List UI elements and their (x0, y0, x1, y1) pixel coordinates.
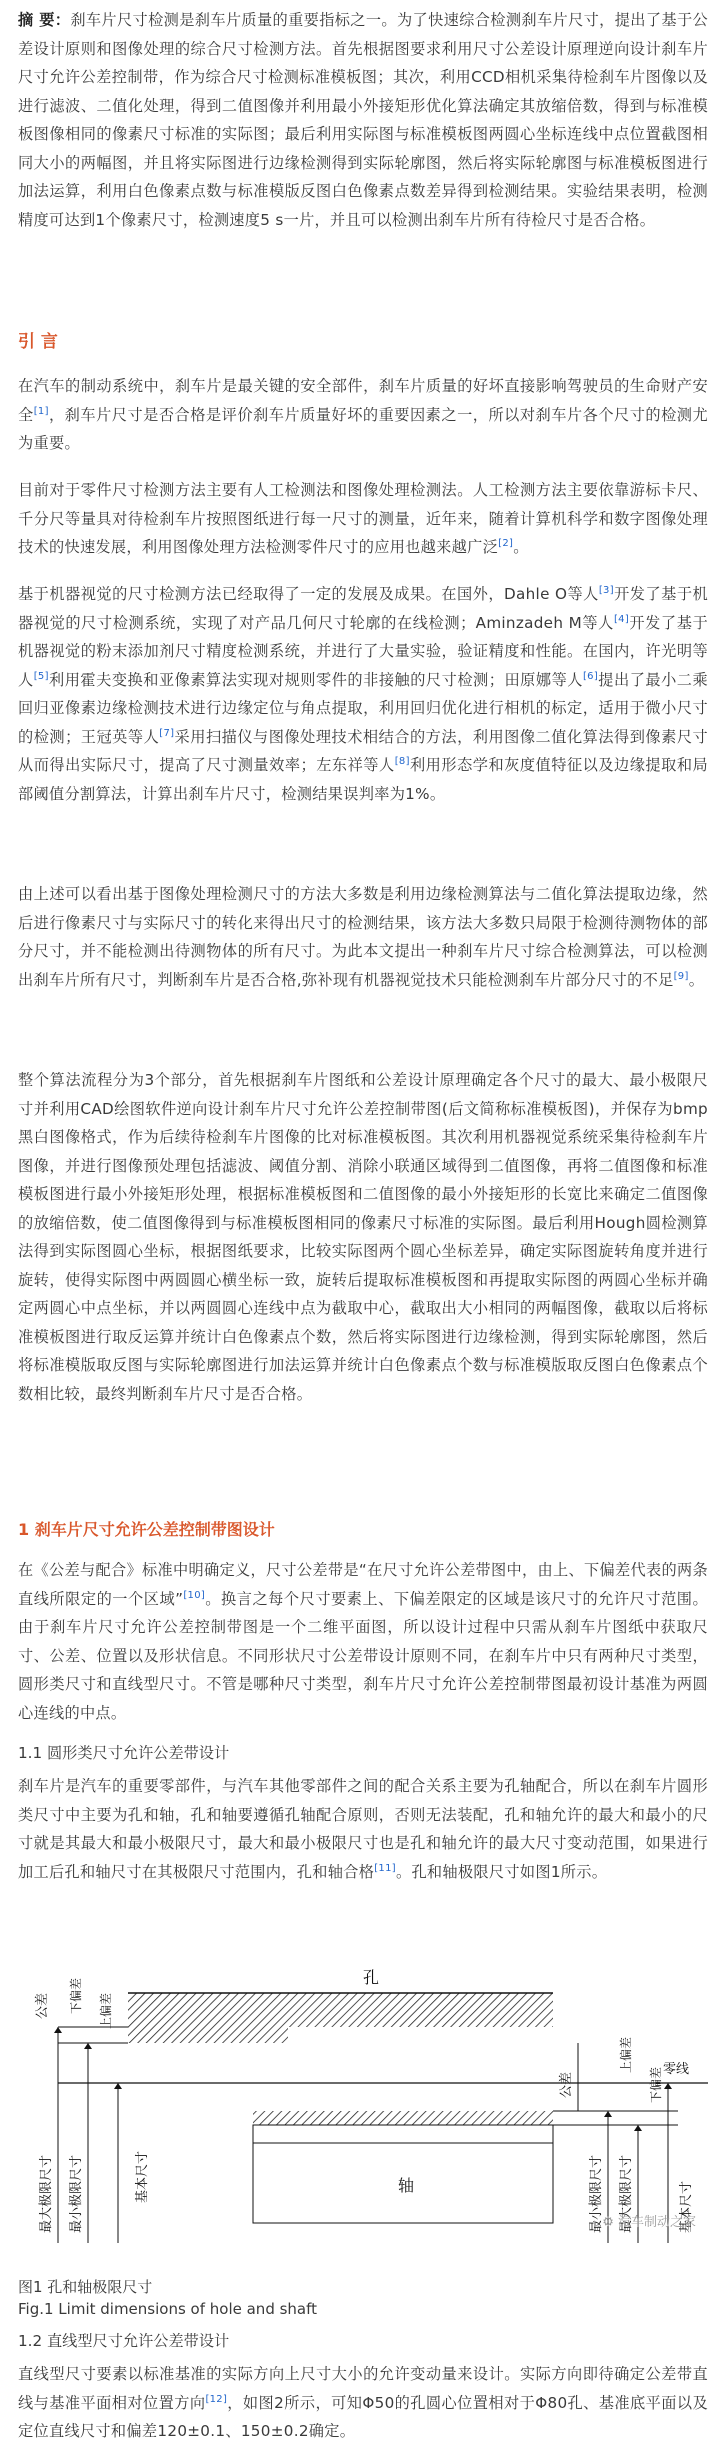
watermark: ⚙ 汽车制动之家 (602, 2215, 696, 2230)
citation-link[interactable]: [9] (673, 970, 689, 982)
citation-link[interactable]: [7] (159, 727, 175, 739)
hole-body-right (368, 1993, 553, 2027)
left-min-limit-label: 最小极限尺寸 (69, 2154, 84, 2233)
citation-link[interactable]: [3] (598, 584, 614, 596)
left-max-limit-label: 最大极限尺寸 (39, 2154, 54, 2233)
section-1-paragraph-3: 直线型尺寸要素以标准基准的实际方向上尺寸大小的允许变动量来设计。实际方向即待确定公差带直线与基准平面相对位置方向[12]，如图2所示，可知Φ50的孔圆心位置相对于Φ80孔、基准底平面以及定位直线尺寸和偏差120±0.1、150±0.2确定。 (18, 2365, 708, 2440)
right-max-limit-label: 最大极限尺寸 (619, 2154, 634, 2233)
left-lower-deviation-label: 下偏差 (69, 1978, 83, 2015)
citation-link[interactable]: [5] (33, 670, 49, 682)
right-basic-size-label: 基本尺寸 (679, 2180, 694, 2233)
intro-paragraph-2: 目前对于零件尺寸检测方法主要有人工检测法和图像处理检测法。人工检测方法主要依靠游标卡尺、千分尺等量具对待检刹车片按照图纸进行每一尺寸的测量，近年来，随着计算机科学和数字图像处理技术的快速发展，利用图像处理方法检测零件尺寸的应用也越来越广泛[2]。 (18, 481, 708, 556)
hole-body (128, 1993, 368, 2027)
citation-link[interactable]: [2] (498, 537, 514, 549)
right-upper-deviation-label: 上偏差 (619, 2036, 633, 2073)
right-tolerance-label: 公差 (559, 2071, 574, 2098)
citation-link[interactable]: [11] (374, 1862, 396, 1874)
abstract-label: 摘 要： (18, 11, 71, 29)
section-1-heading: 1 刹车片尺寸允许公差控制带图设计 (18, 1520, 275, 1539)
right-min-limit-label: 最小极限尺寸 (589, 2154, 604, 2233)
label-hole: 孔 (363, 1968, 380, 1987)
citation-link[interactable]: [12] (205, 2393, 228, 2405)
figure-caption-en: Fig.1 Limit dimensions of hole and shaft (18, 2300, 318, 2318)
intro-paragraph-3: 基于机器视觉的尺寸检测方法已经取得了一定的发展及成果。在国外，Dahle O等人[3]开发了基于机器视觉的尺寸检测系统，实现了对产品几何尺寸轮廓的在线检测；Aminzadeh M等人[4]开发了基于机器视觉的粉末添加剂尺寸精度检测系统，并进行了大量实验，验证精度和性能。在国内，许光明等人[5]利用霍夫变换和亚像素算法实现对规则零件的非接触的尺寸检测；田原娜等人[6]提出了最小二乘回归亚像素边缘检测技术进行边缘定位与角点提取，利用回归优化进行相机的标定，适用于微小尺寸的检测；王冠英等人[7]采用扫描仪与图像处理技术相结合的方法，利用图像二值化算法得到像素尺寸从而得出实际尺寸，提高了尺寸测量效率；左东祥等人[8]利用形态学和灰度值特征以及边缘提取和局部阈值分割算法，计算出刹车片尺寸，检测结果误判率为1%。 (18, 584, 709, 803)
intro-paragraph-1: 在汽车的制动系统中，刹车片是最关键的安全部件，刹车片质量的好坏直接影响驾驶员的生命财产安全[1]，刹车片尺寸是否合格是评价刹车片质量好坏的重要因素之一，所以对刹车片各个尺寸的检测尤为重要。 (18, 377, 708, 452)
citation-link[interactable]: [10] (183, 1589, 206, 1601)
intro-heading: 引 言 (18, 332, 58, 352)
subsection-1-2-heading: 1.2 直线型尺寸允许公差带设计 (18, 2332, 230, 2350)
left-tolerance-label: 公差 (35, 1993, 50, 2020)
citation-link[interactable]: [6] (582, 670, 599, 682)
watermark-logo-icon: ⚙ (602, 2215, 618, 2230)
left-upper-deviation-label: 上偏差 (99, 1993, 113, 2030)
abstract (18, 6, 708, 234)
citation-link[interactable]: [1] (33, 405, 49, 417)
left-basic-size-label: 基本尺寸 (135, 2150, 150, 2203)
abstract-text: 刹车片尺寸检测是刹车片质量的重要指标之一。为了快速综合检测刹车片尺寸，提出了基于公差设计原则和图像处理的综合尺寸检测方法。首先根据图要求利用尺寸公差设计原理逆向设计刹车片尺寸允许公差控制带，作为综合尺寸检测标准模板图；其次，利用CCD相机采集待检刹车片图像以及进行滤波、二值化处理，得到二值图像并利用最小外接矩形优化算法确定其放缩倍数，得到与标准模板图像相同的像素尺寸标准的实际图；最后利用实际图与标准模板图两圆心坐标连线中点位置截图相同大小的两幅图，并且将实际图进行边缘检测得到实际轮廓图，然后将实际轮廓图与标准模板图进行加法运算，利用白色像素点数与标准模版反图白色像素点数差异得到检测结果。实验结果表明，检测精度可达到1个像素尺寸，检测速度5 s一片，并且可以检测出刹车片所有待检尺寸是否合格。 (18, 11, 708, 229)
section-1-paragraph-2: 刹车片是汽车的重要零部件，与汽车其他零部件之间的配合关系主要为孔轴配合，所以在刹车片圆形类尺寸中主要为孔和轴，孔和轴要遵循孔轴配合原则，否则无法装配，孔和轴允许的最大和最小的尺寸就是其最大和最小极限尺寸，最大和最小极限尺寸也是孔和轴允许的最大尺寸变动范围，如果进行加工后孔和轴尺寸在其极限尺寸范围内，孔和轴合格[11]。孔和轴极限尺寸如图1所示。 (18, 1777, 708, 1881)
section-1-paragraph-1: 在《公差与配合》标准中明确定义，尺寸公差带是“在尺寸允许公差带图中，由上、下偏差代表的两条直线所限定的一个区域”[10]。换言之每个尺寸要素上、下偏差限定的区域是该尺寸的允许尺寸范围。由于刹车片尺寸允许公差控制带图是一个二维平面图，所以设计过程中只需从刹车片图纸中获取尺寸、公差、位置以及形状信息。不同形状尺寸公差带设计原则不同，在刹车片中只有两种尺寸类型，圆形类尺寸和直线型尺寸。不管是哪种尺寸类型，刹车片尺寸允许公差控制带图最初设计基准为两圆心连线的中点。 (18, 1561, 708, 1722)
right-lower-deviation-label: 下偏差 (649, 2066, 663, 2103)
subsection-1-1-heading: 1.1 圆形类尺寸允许公差带设计 (18, 1744, 230, 1762)
intro-paragraph-5: 整个算法流程分为3个部分，首先根据刹车片图纸和公差设计原理确定各个尺寸的最大、最小极限尺寸并利用CAD绘图软件逆向设计刹车片尺寸允许公差控制带图(后文简称标准模板图)，并保存为bmp黑白图像格式，作为后续待检刹车片图像的比对标准模板图。其次利用机器视觉系统采集待检刹车片图像，并进行图像预处理包括滤波、阈值分割、消除小联通区域得到二值图像，再将二值图像和标准模板图进行最小外接矩形处理，根据标准模板图和二值图像的最小外接矩形的长宽比来确定二值图像的放缩倍数，使二值图像得到与标准模板图相同的像素尺寸标准的实际图。最后利用Hough圆检测算法得到实际图圆心坐标，根据图纸要求，比较实际图两个圆心坐标差异，确定实际图旋转角度并进行旋转，使得实际图中两圆圆心横坐标一致，旋转后提取标准模板图和再提取实际图的两圆心坐标并确定两圆心中点坐标，并以两圆圆心连线中点为截取中心，截取出大小相同的两幅图像，截取以后将标准模板图进行取反运算并统计白色像素点个数，然后将实际图进行边缘检测，得到实际轮廓图，然后将标准模版取反图与实际轮廓图进行加法运算并统计白色像素点个数与标准模版取反图白色像素点个数相比较，最终判断刹车片尺寸是否合格。 (18, 1071, 708, 1403)
shaft-tolerance-band (253, 2111, 553, 2125)
citation-link[interactable]: [4] (613, 613, 630, 625)
figure-caption-cn: 图1 孔和轴极限尺寸 (18, 2278, 153, 2296)
figure-1-hole-shaft-diagram (18, 1933, 708, 2253)
label-zero-line: 零线 (663, 2062, 690, 2077)
hole-tolerance-band (128, 2027, 288, 2043)
intro-paragraph-4: 由上述可以看出基于图像处理检测尺寸的方法大多数是利用边缘检测算法与二值化算法提取边缘，然后进行像素尺寸与实际尺寸的转化来得出尺寸的检测结果，该方法大多数只局限于检测待测物体的部分尺寸，并不能检测出待测物体的所有尺寸。为此本文提出一种刹车片尺寸综合检测算法，可以检测出刹车片所有尺寸，判断刹车片是否合格,弥补现有机器视觉技术只能检测刹车片部分尺寸的不足[9]。 (18, 885, 708, 989)
citation-link[interactable]: [8] (394, 755, 410, 767)
label-shaft: 轴 (398, 2176, 415, 2195)
